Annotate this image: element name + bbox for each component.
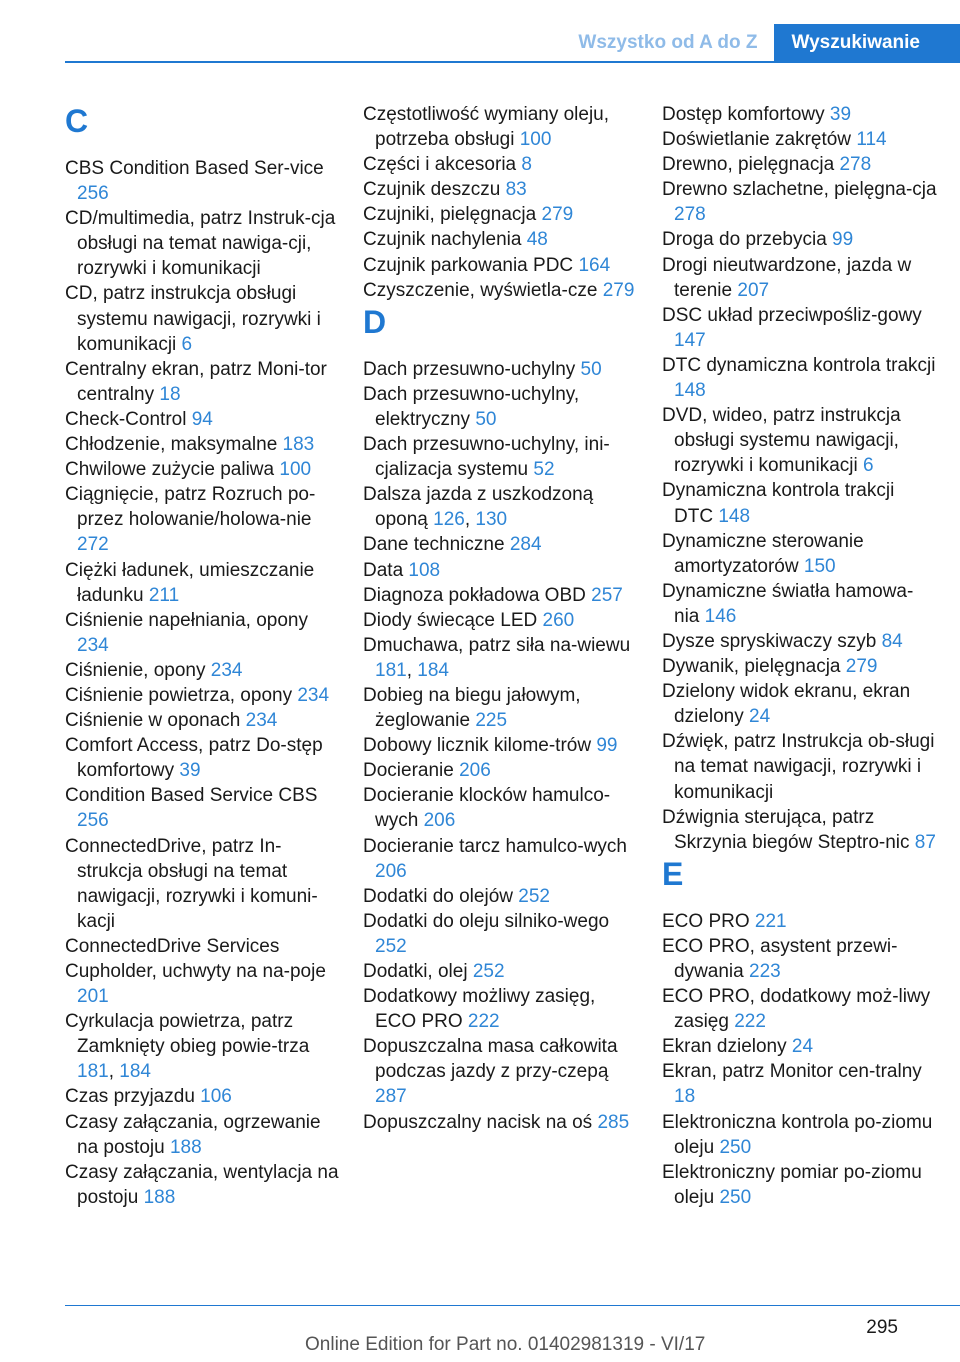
page-link[interactable]: 39 [829, 104, 852, 125]
entry-term: Dobowy licznik kilome-trów [363, 735, 592, 757]
page-link[interactable]: 50 [475, 408, 497, 430]
index-entry [363, 959, 638, 984]
entry-term: Czyszczenie, wyświetla-cze [363, 279, 598, 301]
page-link[interactable]: 256 [77, 810, 109, 832]
page-link[interactable]: 272 [77, 534, 109, 556]
entry-term: Droga do przebycia [662, 229, 827, 251]
page-link[interactable]: 234 [77, 634, 109, 656]
index-entry [65, 1084, 340, 1109]
index-entry [65, 281, 340, 356]
entry-term: Dysze spryskiwaczy szyb [662, 630, 877, 652]
index-entry [662, 1034, 937, 1059]
index-entry [662, 403, 937, 478]
entry-term: Dodatki, olej [363, 961, 468, 982]
index-entry [662, 303, 937, 353]
page-link[interactable]: 206 [423, 810, 456, 832]
page-link[interactable]: 184 [417, 659, 449, 681]
index-entry [65, 1110, 340, 1160]
page-link[interactable]: 87 [914, 831, 936, 853]
page-link[interactable]: 148 [718, 505, 751, 527]
index-entry [363, 532, 638, 557]
index-entry [662, 984, 937, 1034]
index-entry [65, 482, 340, 557]
index-entry [363, 733, 638, 758]
page-link[interactable]: 6 [181, 333, 193, 355]
entry-term: Dynamiczne sterowanie amortyzatorów [662, 530, 864, 577]
index-entry [65, 959, 340, 1009]
index-entry [65, 1160, 340, 1210]
entry-term: Czasy załączania, ogrzewanie na postoju [65, 1111, 321, 1158]
entry-term: CD/multimedia, patrz Instruk-cja obsługi na temat nawiga-cji, rozrywki i komunikacji [65, 208, 336, 280]
index-entry [363, 884, 638, 909]
page-link[interactable]: 100 [279, 459, 312, 481]
page-link[interactable]: 83 [505, 179, 527, 201]
index-entry [65, 733, 340, 783]
index-entry [662, 629, 937, 654]
index-entry [363, 227, 638, 252]
page-link[interactable]: 279 [541, 204, 574, 226]
page-link[interactable]: 52 [533, 459, 555, 481]
index-entry: Dmuchawa, patrz siła na-wiewu 181, 184 [363, 634, 631, 681]
page-link[interactable]: 211 [148, 584, 180, 606]
page-link[interactable]: 188 [169, 1136, 202, 1158]
entry-term: Dopuszczalny nacisk na oś [363, 1111, 593, 1133]
page-link[interactable]: 287 [375, 1086, 407, 1108]
entry-term: Dach przesuwno-uchylny, ini-cjalizacja systemu [363, 434, 610, 481]
index-entry [363, 683, 638, 733]
index-entry [65, 357, 340, 407]
page-link[interactable]: 252 [375, 935, 407, 957]
page-link[interactable]: 24 [791, 1036, 814, 1058]
page-link[interactable]: 206 [459, 760, 491, 782]
section-letter: D [363, 303, 387, 340]
page-link[interactable]: 150 [803, 555, 836, 577]
page-link[interactable]: 84 [881, 630, 903, 652]
entry-term: Cupholder, uchwyty na na-poje [65, 961, 326, 982]
index-entry [363, 278, 638, 303]
index-column-2 [363, 102, 638, 1135]
page-link[interactable]: 146 [704, 605, 737, 627]
index-entry [363, 558, 638, 583]
page-link[interactable]: 114 [856, 129, 887, 151]
index-entry [662, 1110, 937, 1160]
entry-term: Diagnoza pokładowa OBD [363, 584, 586, 606]
page-link[interactable]: 222 [734, 1011, 766, 1033]
index-entry [363, 1034, 638, 1109]
entry-term: ECO PRO [662, 910, 750, 932]
index-entry [363, 432, 638, 482]
index-entry [65, 457, 340, 482]
page-link[interactable]: 183 [282, 434, 315, 456]
index-entry [65, 934, 340, 959]
entry-term: CD, patrz instrukcja obsługi systemu nawigacji, rozrywki i komunikacji [65, 283, 321, 355]
page-link[interactable]: 164 [578, 254, 611, 276]
index-entry [363, 984, 638, 1034]
entry-term: Dynamiczna kontrola trakcji DTC [662, 480, 895, 527]
page-link[interactable]: 257 [591, 584, 623, 606]
index-entry [363, 253, 638, 278]
index-entry [662, 177, 937, 227]
entry-term: Condition Based Service CBS [65, 785, 318, 807]
index-entry [662, 654, 937, 679]
page-link[interactable]: 188 [143, 1186, 176, 1208]
entry-term: Diody świecące LED [363, 609, 538, 631]
entry-term: DTC dynamiczna kontrola trakcji [662, 354, 936, 376]
entry-term: Dźwignia sterująca, patrz Skrzynia biegów Steptro-nic [662, 806, 910, 853]
page-link[interactable]: 18 [674, 1086, 696, 1108]
entry-term: Data [363, 559, 404, 581]
entry-term: Dane techniczne [363, 534, 505, 556]
page-link[interactable]: 148 [674, 380, 706, 402]
index-entry [65, 156, 340, 206]
entry-term: Elektroniczny pomiar po-ziomu oleju [662, 1161, 922, 1208]
entry-term: Czas przyjazdu [65, 1086, 195, 1108]
entry-term: Częstotliwość wymiany oleju, potrzeba obsługi [363, 104, 610, 151]
entry-term: Centralny ekran, patrz Moni-tor centralny [65, 358, 327, 405]
index-entry [65, 834, 340, 934]
entry-term: Ciśnienie napełniania, opony [65, 609, 308, 631]
entry-term: Docieranie klocków hamulco-wych [363, 785, 611, 832]
header-tabs [562, 24, 960, 62]
entry-term: Części i akcesoria [363, 154, 517, 176]
page-link[interactable]: 285 [597, 1111, 630, 1133]
page-link[interactable]: 181 [77, 1061, 109, 1083]
page-link[interactable]: 99 [832, 229, 854, 251]
entry-term: Dynamiczne światła hamowa-nia [662, 580, 914, 627]
entry-term: ConnectedDrive Services [65, 935, 280, 957]
index-entry [363, 583, 638, 608]
page-link[interactable]: 181 [375, 659, 407, 681]
index-entry [662, 1160, 937, 1210]
index-entry: Cyrkulacja powietrza, patrz Zamknięty obieg powie-trza 181, 184 [65, 1011, 310, 1083]
entry-term: Docieranie [363, 760, 454, 782]
page-link[interactable]: 106 [200, 1086, 232, 1108]
entry-term: Czujnik parkowania PDC [363, 254, 574, 276]
entry-term: Dostęp komfortowy [662, 104, 825, 125]
entry-term: Dodatki do olejów [363, 885, 513, 907]
index-entry [662, 529, 937, 579]
entry-term: Drogi nieutwardzone, jazda w terenie [662, 254, 912, 301]
index-entry [363, 382, 638, 432]
index-entry [662, 729, 937, 804]
index-entry [662, 102, 937, 127]
page-link[interactable]: 18 [159, 383, 181, 405]
entry-term: Czasy załączania, wentylacja na postoju [65, 1161, 339, 1208]
entry-term: Dodatki do oleju silniko-wego [363, 910, 610, 932]
entry-term: Cyrkulacja powietrza, patrz Zamknięty obieg powie-trza [65, 1011, 310, 1058]
page-link[interactable]: 279 [602, 279, 635, 301]
index-entry [363, 608, 638, 633]
index-entry [662, 127, 937, 152]
entry-term: Dywanik, pielęgnacja [662, 656, 841, 678]
page-link[interactable]: 50 [580, 358, 602, 380]
index-entry [662, 478, 937, 528]
entry-term: Czujniki, pielęgnacja [363, 204, 537, 226]
page-link[interactable]: 94 [191, 408, 213, 430]
index-entry [363, 783, 638, 833]
entry-term: Chłodzenie, maksymalne [65, 434, 278, 456]
entry-term: Dźwięk, patrz Instrukcja ob-sługi na temat nawigacji, rozrywki i komunikacji [662, 731, 935, 803]
page-link[interactable]: 201 [77, 986, 109, 1008]
entry-term: Ciśnienie w oponach [65, 710, 241, 732]
index-entry [363, 909, 638, 959]
index-entry [363, 202, 638, 227]
page-link[interactable]: 234 [297, 684, 330, 706]
entry-term: Elektroniczna kontrola po-ziomu oleju [662, 1111, 933, 1158]
entry-term: Ekran, patrz Monitor cen-tralny [662, 1061, 922, 1083]
entry-term: Czujnik deszczu [363, 179, 501, 201]
tab-a-to-z[interactable]: Wszystko od A do Z [562, 24, 773, 62]
entry-term: DSC układ przeciwpośliz-gowy [662, 304, 922, 326]
page-link[interactable]: 278 [674, 204, 706, 226]
entry-term: Ciśnienie, opony [65, 659, 206, 681]
footer-rule [65, 1305, 960, 1306]
index-entry [662, 679, 937, 729]
page-link[interactable]: 6 [862, 455, 874, 477]
index-entry [662, 909, 937, 934]
page-link[interactable]: 99 [596, 735, 618, 757]
page-link[interactable]: 234 [245, 710, 278, 732]
index-entry [662, 227, 937, 252]
page-link[interactable]: 252 [472, 961, 505, 982]
index-entry [65, 558, 340, 608]
entry-term: ECO PRO, dodatkowy moż-liwy zasięg [662, 986, 931, 1033]
section-letter: E [662, 855, 684, 892]
index-entry [363, 357, 638, 382]
entry-term: ECO PRO, asystent przewi-dywania [662, 935, 898, 982]
page-link[interactable]: 8 [521, 154, 532, 176]
entry-term: Ekran dzielony [662, 1036, 787, 1058]
edition-note: Online Edition for Part no. 01402981319 - VI/17 [305, 1334, 706, 1355]
index-entry [65, 432, 340, 457]
page-link[interactable]: 223 [749, 961, 781, 982]
index-entry [65, 407, 340, 432]
entry-term: Ciągnięcie, patrz Rozruch po-przez holowanie/holowa-nie [65, 484, 316, 531]
page-link[interactable]: 126 [433, 509, 465, 531]
index-entry [363, 758, 638, 783]
entry-term: Czujnik nachylenia [363, 229, 522, 251]
entry-term: Dalsza jazda z uszkodzoną oponą [363, 484, 594, 531]
page-number: 295 [866, 1317, 898, 1338]
page-link[interactable]: 284 [509, 534, 542, 556]
section-letter: C [65, 103, 89, 139]
index-entry [65, 683, 340, 708]
entry-term: Dzielony widok ekranu, ekran dzielony [662, 681, 911, 728]
page-link[interactable]: 256 [77, 183, 109, 205]
index-entry [65, 783, 340, 833]
index-entry [662, 353, 937, 403]
index-column-3 [662, 102, 937, 1210]
page-link[interactable]: 260 [542, 609, 575, 631]
page-link[interactable]: 24 [749, 706, 771, 728]
entry-term: Chwilowe zużycie paliwa [65, 459, 275, 481]
page-link[interactable]: 250 [719, 1136, 752, 1158]
index-entry [65, 708, 340, 733]
entry-term: Check-Control [65, 408, 187, 430]
index-entry [363, 152, 638, 177]
index-entry [662, 805, 937, 855]
page-link[interactable]: 100 [519, 129, 552, 151]
page-link[interactable]: 250 [719, 1186, 752, 1208]
index-entry [65, 658, 340, 683]
page-link[interactable]: 108 [408, 559, 441, 581]
index-entry: Dalsza jazda z uszkodzoną oponą 126, 130 [363, 484, 594, 531]
index-entry [363, 1110, 638, 1135]
page-link[interactable]: 206 [375, 860, 407, 882]
entry-term: Dach przesuwno-uchylny [363, 358, 576, 380]
page-link[interactable]: 147 [674, 329, 706, 351]
entry-term: Dmuchawa, patrz siła na-wiewu [363, 634, 631, 656]
page-link[interactable]: 207 [737, 279, 770, 301]
entry-term: Comfort Access, patrz Do-stęp komfortowy [65, 735, 323, 782]
page-link[interactable]: 222 [467, 1011, 500, 1033]
entry-term: Doświetlanie zakrętów [662, 129, 852, 151]
entry-term: Dobieg na biegu jałowym, żeglowanie [363, 684, 581, 732]
tab-search[interactable]: Wyszukiwanie [774, 24, 960, 62]
page-link[interactable]: 278 [839, 154, 872, 176]
page-link[interactable]: 48 [526, 229, 548, 251]
index-entry [65, 206, 340, 281]
index-entry [363, 177, 638, 202]
entry-term: DVD, wideo, patrz instrukcja obsługi systemu nawigacji, rozrywki i komunikacji [662, 405, 901, 477]
page-link[interactable]: 279 [845, 656, 878, 678]
entry-term: Docieranie tarcz hamulco-wych [363, 835, 627, 857]
page-link[interactable]: 39 [179, 760, 201, 782]
index-entry [662, 1059, 937, 1109]
index-entry [662, 934, 937, 984]
page-link[interactable]: 252 [518, 885, 550, 907]
entry-term: Dach przesuwno-uchylny, elektryczny [363, 383, 580, 430]
index-entry [363, 834, 638, 884]
entry-term: Dodatkowy możliwy zasięg, ECO PRO [363, 986, 596, 1033]
index-entry [65, 608, 340, 658]
entry-term: Dopuszczalna masa całkowita podczas jazdy z przy-czepą [363, 1036, 618, 1083]
index-entry [662, 253, 937, 303]
index-column-1 [65, 102, 340, 1210]
index-entry [662, 579, 937, 629]
page-link[interactable]: 221 [754, 910, 787, 932]
page-link[interactable]: 225 [475, 710, 508, 732]
page-link[interactable]: 184 [119, 1061, 151, 1083]
entry-term: Ciśnienie powietrza, opony [65, 684, 293, 706]
page-link[interactable]: 130 [475, 509, 508, 531]
index-entry [662, 152, 937, 177]
page-link[interactable]: 234 [210, 659, 243, 681]
entry-term: Ciężki ładunek, umieszczanie ładunku [65, 559, 315, 606]
entry-term: CBS Condition Based Ser-vice [65, 158, 324, 179]
entry-term: Drewno szlachetne, pielęgna-cja [662, 179, 937, 201]
index-entry [363, 102, 638, 152]
entry-term: ConnectedDrive, patrz In-strukcja obsługi na temat nawigacji, rozrywki i komuni-kacji [65, 835, 318, 932]
entry-term: Drewno, pielęgnacja [662, 154, 835, 176]
header-rule [65, 61, 960, 63]
